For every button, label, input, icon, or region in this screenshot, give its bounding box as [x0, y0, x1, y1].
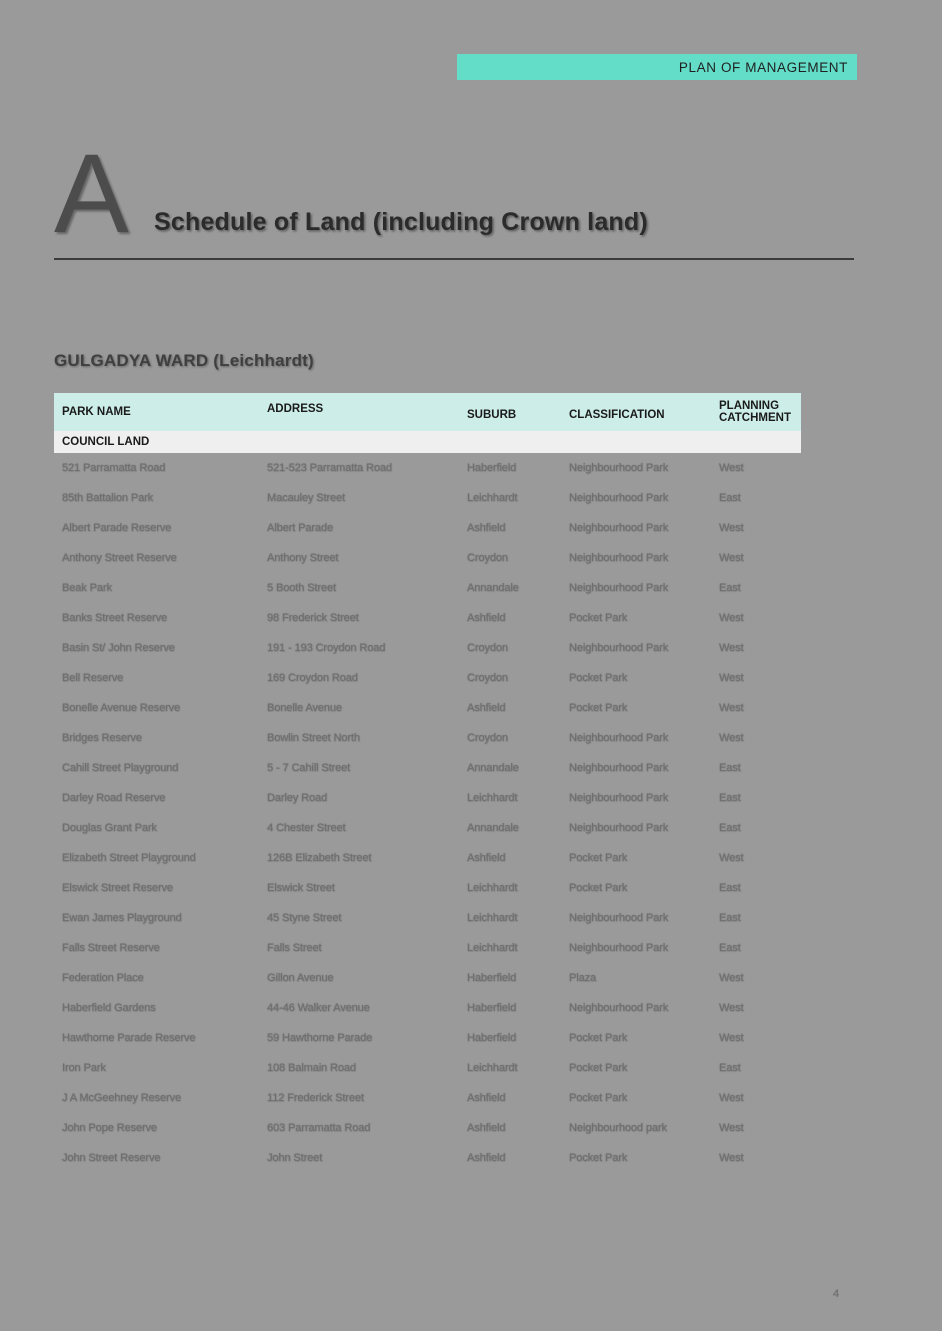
cell-planning-catchment: West [719, 1002, 744, 1014]
cell-address: 603 Parramatta Road [267, 1122, 371, 1134]
cell-address: John Street [267, 1152, 323, 1164]
cell-park-name: John Street Reserve [62, 1152, 161, 1164]
title-divider [54, 258, 854, 260]
cell-suburb: Leichhardt [467, 1062, 518, 1074]
table-header-row [54, 393, 801, 431]
cell-address: 45 Styne Street [267, 912, 342, 924]
cell-classification: Pocket Park [569, 1032, 628, 1044]
schedule-of-land-table [54, 393, 801, 1173]
cell-address: 5 Booth Street [267, 582, 336, 594]
cell-park-name: 85th Battalion Park [62, 492, 154, 504]
cell-planning-catchment: East [719, 1062, 741, 1074]
cell-classification: Pocket Park [569, 882, 628, 894]
cell-planning-catchment: West [719, 672, 744, 684]
cell-address: 4 Chester Street [267, 822, 346, 834]
cell-planning-catchment: East [719, 762, 741, 774]
cell-park-name: Ewan James Playground [62, 912, 182, 924]
cell-classification: Neighbourhood Park [569, 942, 669, 954]
page-number: 4 [833, 1288, 840, 1300]
cell-address: Elswick Street [267, 882, 335, 894]
cell-park-name: Douglas Grant Park [62, 822, 157, 834]
table-row [54, 1053, 801, 1083]
cell-suburb: Haberfield [467, 462, 517, 474]
cell-classification: Neighbourhood Park [569, 762, 669, 774]
cell-suburb: Croydon [467, 732, 508, 744]
cell-park-name: Hawthorne Parade Reserve [62, 1032, 196, 1044]
table-row [54, 1113, 801, 1143]
cell-park-name: Beak Park [62, 582, 112, 594]
cell-classification: Neighbourhood Park [569, 582, 669, 594]
cell-address: 112 Frederick Street [267, 1092, 364, 1104]
column-header-address: ADDRESS [259, 393, 459, 431]
cell-address: 191 - 193 Croydon Road [267, 642, 386, 654]
cell-park-name: Iron Park [62, 1062, 106, 1074]
cell-planning-catchment: East [719, 492, 741, 504]
cell-classification: Pocket Park [569, 1092, 628, 1104]
cell-planning-catchment: West [719, 702, 744, 714]
table-row [54, 1143, 801, 1173]
cell-park-name: J A McGeehney Reserve [62, 1092, 181, 1104]
cell-planning-catchment: East [719, 822, 741, 834]
ward-heading: GULGADYA WARD (Leichhardt) [54, 351, 314, 370]
cell-park-name: 521 Parramatta Road [62, 462, 166, 474]
cell-suburb: Ashfield [467, 702, 506, 714]
cell-classification: Neighbourhood Park [569, 732, 669, 744]
cell-classification: Neighbourhood Park [569, 912, 669, 924]
cell-address: 169 Croydon Road [267, 672, 358, 684]
cell-classification: Neighbourhood Park [569, 522, 669, 534]
cell-suburb: Leichhardt [467, 492, 518, 504]
cell-planning-catchment: East [719, 882, 741, 894]
cell-address: 98 Frederick Street [267, 612, 359, 624]
cell-park-name: Bell Reserve [62, 672, 124, 684]
cell-suburb: Croydon [467, 672, 508, 684]
cell-address: Macauley Street [267, 492, 345, 504]
column-header-park-name: PARK NAME [54, 393, 259, 431]
cell-park-name: Anthony Street Reserve [62, 552, 177, 564]
cell-suburb: Haberfield [467, 972, 517, 984]
cell-address: 521-523 Parramatta Road [267, 462, 392, 474]
cell-planning-catchment: West [719, 462, 744, 474]
header-banner [457, 54, 857, 80]
cell-planning-catchment: West [719, 852, 744, 864]
cell-planning-catchment: West [719, 1092, 744, 1104]
cell-address: Falls Street [267, 942, 322, 954]
cell-classification: Pocket Park [569, 852, 628, 864]
cell-suburb: Ashfield [467, 522, 506, 534]
appendix-letter: A [54, 131, 129, 256]
cell-suburb: Haberfield [467, 1032, 517, 1044]
cell-planning-catchment: East [719, 582, 741, 594]
cell-suburb: Ashfield [467, 1122, 506, 1134]
cell-address: 108 Balmain Road [267, 1062, 356, 1074]
cell-classification: Pocket Park [569, 1062, 628, 1074]
column-header-suburb: SUBURB [459, 393, 561, 431]
cell-classification: Neighbourhood Park [569, 642, 669, 654]
cell-park-name: Banks Street Reserve [62, 612, 167, 624]
table-row [54, 483, 801, 513]
table-row [54, 513, 801, 543]
cell-address: 5 - 7 Cahill Street [267, 762, 351, 774]
table-row [54, 783, 801, 813]
table-row [54, 663, 801, 693]
appendix-title-block [54, 131, 854, 260]
cell-park-name: Haberfield Gardens [62, 1002, 156, 1014]
cell-classification: Neighbourhood Park [569, 462, 669, 474]
cell-suburb: Haberfield [467, 1002, 517, 1014]
table-row [54, 903, 801, 933]
cell-planning-catchment: East [719, 792, 741, 804]
cell-suburb: Annandale [467, 582, 519, 594]
cell-planning-catchment: West [719, 972, 744, 984]
cell-classification: Neighbourhood Park [569, 792, 669, 804]
cell-suburb: Croydon [467, 552, 508, 564]
cell-suburb: Leichhardt [467, 942, 518, 954]
table-row [54, 993, 801, 1023]
table-group-row [54, 431, 801, 453]
cell-planning-catchment: West [719, 1122, 744, 1134]
table-row [54, 453, 801, 483]
cell-suburb: Ashfield [467, 612, 506, 624]
table-row [54, 543, 801, 573]
column-header-classification: CLASSIFICATION [561, 393, 711, 431]
cell-classification: Neighbourhood Park [569, 1002, 669, 1014]
cell-classification: Pocket Park [569, 702, 628, 714]
cell-suburb: Ashfield [467, 1092, 506, 1104]
cell-suburb: Annandale [467, 822, 519, 834]
cell-address: Gillon Avenue [267, 972, 334, 984]
cell-classification: Pocket Park [569, 672, 628, 684]
cell-address: Bonelle Avenue [267, 702, 342, 714]
cell-classification: Neighbourhood Park [569, 822, 669, 834]
cell-classification: Pocket Park [569, 1152, 628, 1164]
cell-address: 59 Hawthorne Parade [267, 1032, 373, 1044]
table-group-label: COUNCIL LAND [54, 431, 801, 453]
header-banner-text: PLAN OF MANAGEMENT [678, 59, 848, 75]
table-row [54, 1023, 801, 1053]
cell-park-name: Falls Street Reserve [62, 942, 160, 954]
cell-suburb: Leichhardt [467, 882, 518, 894]
cell-classification: Pocket Park [569, 612, 628, 624]
table-row [54, 813, 801, 843]
table-row [54, 723, 801, 753]
table-row [54, 933, 801, 963]
table-row [54, 843, 801, 873]
cell-classification: Neighbourhood park [569, 1122, 667, 1134]
cell-planning-catchment: West [719, 1032, 744, 1044]
cell-classification: Plaza [569, 972, 597, 984]
table-row [54, 873, 801, 903]
cell-park-name: John Pope Reserve [62, 1122, 157, 1134]
cell-planning-catchment: West [719, 732, 744, 744]
table-row [54, 753, 801, 783]
table-row [54, 1083, 801, 1113]
table-row [54, 573, 801, 603]
cell-address: Darley Road [267, 792, 328, 804]
table-row [54, 963, 801, 993]
cell-planning-catchment: West [719, 1152, 744, 1164]
cell-address: Anthony Street [267, 552, 339, 564]
cell-suburb: Ashfield [467, 1152, 506, 1164]
cell-park-name: Bonelle Avenue Reserve [62, 702, 181, 714]
table-body [54, 431, 801, 1173]
cell-classification: Neighbourhood Park [569, 492, 669, 504]
cell-park-name: Basin St/ John Reserve [62, 642, 175, 654]
cell-park-name: Cahill Street Playground [62, 762, 179, 774]
cell-address: Albert Parade [267, 522, 333, 534]
cell-planning-catchment: East [719, 942, 741, 954]
cell-classification: Neighbourhood Park [569, 552, 669, 564]
table-header [54, 393, 801, 431]
cell-park-name: Federation Place [62, 972, 144, 984]
cell-park-name: Darley Road Reserve [62, 792, 166, 804]
cell-suburb: Leichhardt [467, 912, 518, 924]
cell-address: 126B Elizabeth Street [267, 852, 372, 864]
cell-planning-catchment: West [719, 642, 744, 654]
cell-park-name: Elswick Street Reserve [62, 882, 173, 894]
page-title: Schedule of Land (including Crown land) [154, 208, 648, 236]
cell-suburb: Ashfield [467, 852, 506, 864]
cell-planning-catchment: East [719, 912, 741, 924]
table-row [54, 603, 801, 633]
cell-park-name: Elizabeth Street Playground [62, 852, 196, 864]
cell-address: Bowlin Street North [267, 732, 360, 744]
cell-planning-catchment: West [719, 522, 744, 534]
cell-suburb: Croydon [467, 642, 508, 654]
table-row [54, 633, 801, 663]
cell-park-name: Bridges Reserve [62, 732, 142, 744]
cell-park-name: Albert Parade Reserve [62, 522, 172, 534]
table-row [54, 693, 801, 723]
cell-planning-catchment: West [719, 612, 744, 624]
cell-planning-catchment: West [719, 552, 744, 564]
column-header-planning-catchment: PLANNING CATCHMENT [711, 393, 801, 431]
cell-suburb: Annandale [467, 762, 519, 774]
cell-suburb: Leichhardt [467, 792, 518, 804]
cell-address: 44-46 Walker Avenue [267, 1002, 370, 1014]
